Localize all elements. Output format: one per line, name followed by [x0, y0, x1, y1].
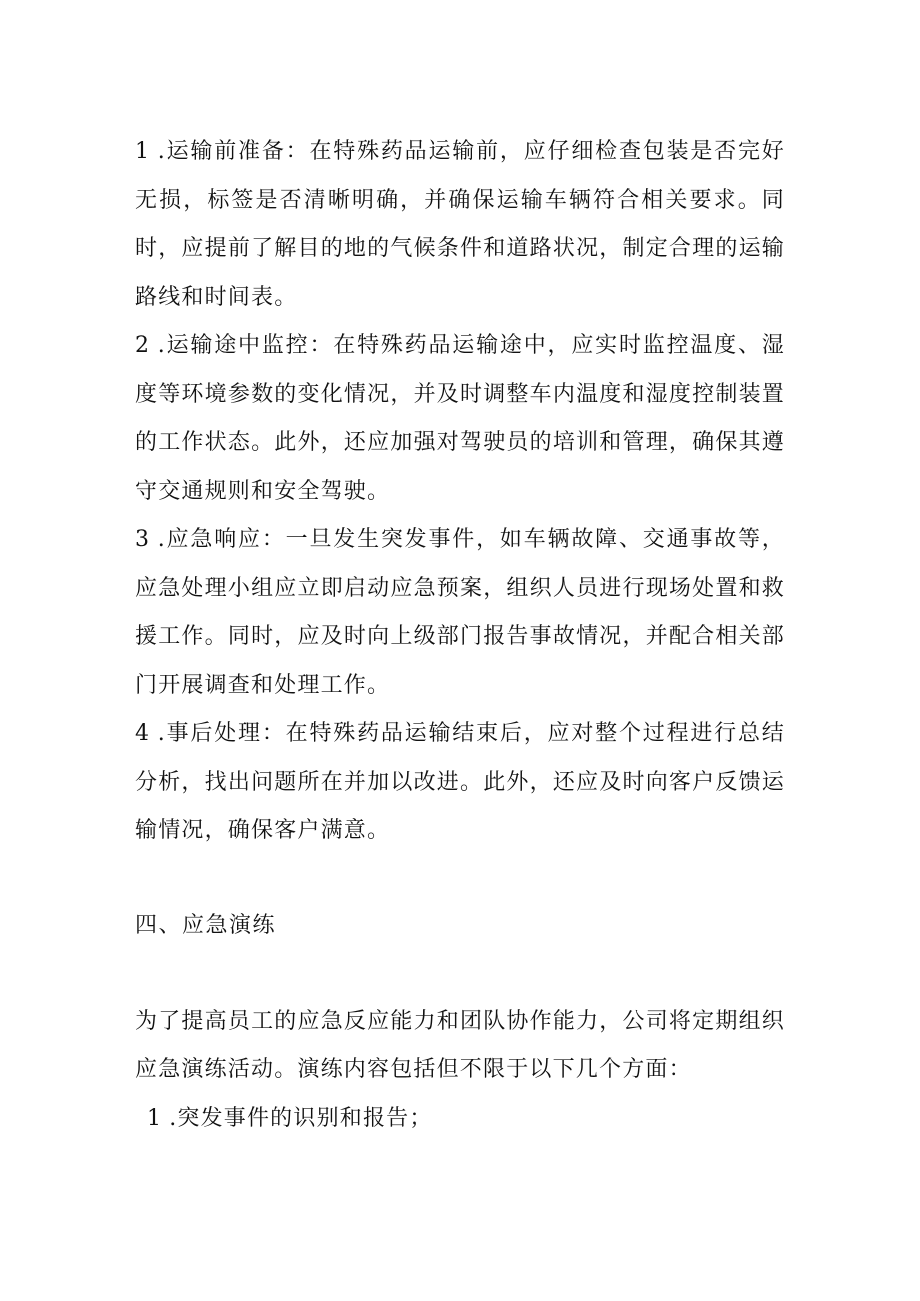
item-number: 1 — [147, 1105, 161, 1131]
section-heading: 四、应急演练 — [135, 912, 277, 938]
list-item-post-handling — [135, 710, 785, 856]
item-text: .运输前准备：在特殊药品运输前，应仔细检查包装是否完好无损，标签是否清晰明确，并确保运输车辆符合相关要求。同时，应提前了解目的地的气候条件和道路状况，制定合理的运输路线和时间表。 — [135, 139, 785, 310]
item-number: 4 — [135, 721, 149, 746]
list-item-transit-monitoring — [135, 322, 785, 516]
list-item-transport-prep — [135, 128, 785, 322]
item-text: .突发事件的识别和报告； — [161, 1105, 433, 1131]
drill-list-item — [147, 1095, 785, 1144]
item-text: .运输途中监控：在特殊药品运输途中，应实时监控温度、湿度等环境参数的变化情况，并及时调整车内温度和湿度控制装置的工作状态。此外，还应加强对驾驶员的培训和管理，确保其遵守交通规则和安全驾驶。 — [135, 333, 785, 504]
item-text: .事后处理：在特殊药品运输结束后，应对整个过程进行总结分析，找出问题所在并加以改进。此外，还应及时向客户反馈运输情况，确保客户满意。 — [135, 721, 785, 843]
item-number: 2 — [135, 333, 149, 358]
document-body — [135, 128, 785, 1143]
list-item-emergency-response — [135, 516, 785, 710]
item-number: 1 — [135, 139, 149, 164]
item-number: 3 — [135, 527, 149, 552]
item-text: .应急响应：一旦发生突发事件，如车辆故障、交通事故等，应急处理小组应立即启动应急预案，组织人员进行现场处置和救援工作。同时，应及时向上级部门报告事故情况，并配合相关部门开展调查和处理工作。 — [135, 527, 785, 698]
drill-intro-paragraph: 为了提高员工的应急反应能力和团队协作能力，公司将定期组织应急演练活动。演练内容包括但不限于以下几个方面： — [135, 1008, 785, 1082]
